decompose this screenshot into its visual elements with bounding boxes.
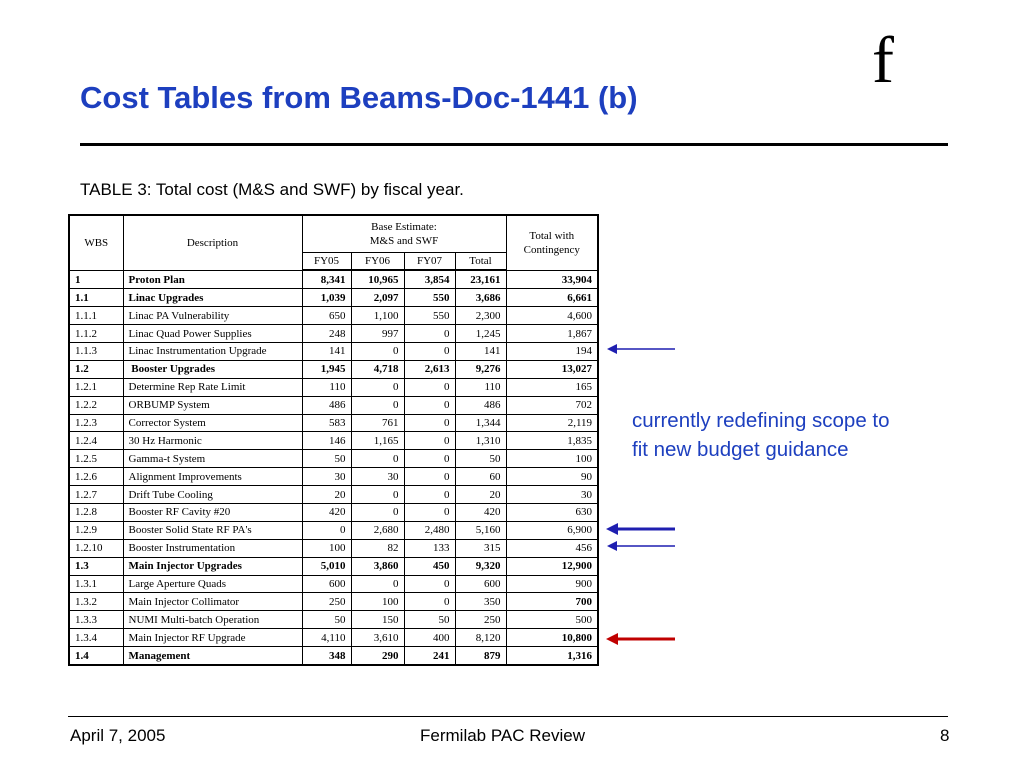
- total-cell: 1,310: [455, 432, 506, 450]
- fy06-cell: 0: [351, 342, 404, 360]
- table-row: [69, 521, 598, 539]
- fy05-cell: 50: [302, 450, 351, 468]
- fy05-cell: 141: [302, 342, 351, 360]
- fy06-cell: 150: [351, 611, 404, 629]
- contingency-cell: 700: [506, 593, 598, 611]
- fy07-cell: 2,613: [404, 360, 455, 378]
- fy07-cell: 550: [404, 307, 455, 325]
- contingency-cell: 500: [506, 611, 598, 629]
- fy06-cell: 2,097: [351, 289, 404, 307]
- description-cell: Booster Instrumentation: [123, 539, 302, 557]
- wbs-cell: 1.2.8: [69, 503, 123, 521]
- fy05-cell: 650: [302, 307, 351, 325]
- contingency-cell: 12,900: [506, 557, 598, 575]
- header-base-estimate: [302, 215, 506, 252]
- wbs-cell: 1.1.1: [69, 307, 123, 325]
- description-cell: Drift Tube Cooling: [123, 486, 302, 504]
- description-cell: NUMI Multi-batch Operation: [123, 611, 302, 629]
- cost-table: [68, 214, 599, 666]
- footer-date: April 7, 2005: [70, 726, 166, 745]
- total-cell: 879: [455, 647, 506, 665]
- description-cell: Linac Upgrades: [123, 289, 302, 307]
- total-cell: 3,686: [455, 289, 506, 307]
- contingency-cell: 6,900: [506, 521, 598, 539]
- table-row: [69, 325, 598, 343]
- total-cell: 5,160: [455, 521, 506, 539]
- table-row: [69, 611, 598, 629]
- contingency-cell: 165: [506, 378, 598, 396]
- fy06-cell: 0: [351, 503, 404, 521]
- header-fy07: FY07: [404, 252, 455, 270]
- fy05-cell: 248: [302, 325, 351, 343]
- wbs-cell: 1.3: [69, 557, 123, 575]
- header-description: Description: [123, 215, 302, 270]
- scope-note-line2: fit new budget guidance: [632, 438, 849, 461]
- table-row: [69, 647, 598, 665]
- total-cell: 486: [455, 396, 506, 414]
- contingency-cell: 194: [506, 342, 598, 360]
- page-number: 8: [940, 726, 950, 745]
- table-row: [69, 307, 598, 325]
- wbs-cell: 1.1: [69, 289, 123, 307]
- wbs-cell: 1: [69, 270, 123, 288]
- fy06-cell: 290: [351, 647, 404, 665]
- total-cell: 8,120: [455, 629, 506, 647]
- fy07-cell: 241: [404, 647, 455, 665]
- wbs-cell: 1.2: [69, 360, 123, 378]
- fy07-cell: 400: [404, 629, 455, 647]
- fy07-cell: 0: [404, 593, 455, 611]
- description-cell: Booster Upgrades: [123, 360, 302, 378]
- fy06-cell: 3,860: [351, 557, 404, 575]
- fy07-cell: 2,480: [404, 521, 455, 539]
- fy07-cell: 0: [404, 575, 455, 593]
- arrow-left-icon: [605, 537, 677, 555]
- header-fy06: FY06: [351, 252, 404, 270]
- wbs-cell: 1.3.4: [69, 629, 123, 647]
- header-total: Total: [455, 252, 506, 270]
- description-cell: ORBUMP System: [123, 396, 302, 414]
- description-cell: Large Aperture Quads: [123, 575, 302, 593]
- description-cell: Main Injector Collimator: [123, 593, 302, 611]
- wbs-cell: 1.2.5: [69, 450, 123, 468]
- wbs-cell: 1.2.9: [69, 521, 123, 539]
- total-cell: 315: [455, 539, 506, 557]
- fy06-cell: 0: [351, 486, 404, 504]
- fy06-cell: 4,718: [351, 360, 404, 378]
- wbs-cell: 1.2.6: [69, 468, 123, 486]
- contingency-cell: 630: [506, 503, 598, 521]
- fy07-cell: 3,854: [404, 270, 455, 288]
- fy05-cell: 1,039: [302, 289, 351, 307]
- fy06-cell: 0: [351, 396, 404, 414]
- fy06-cell: 761: [351, 414, 404, 432]
- fy05-cell: 20: [302, 486, 351, 504]
- fy06-cell: 1,165: [351, 432, 404, 450]
- fy05-cell: 583: [302, 414, 351, 432]
- total-cell: 1,344: [455, 414, 506, 432]
- contingency-cell: 900: [506, 575, 598, 593]
- fy05-cell: 100: [302, 539, 351, 557]
- arrow-left-icon: [605, 630, 677, 648]
- header-base-line1: Base Estimate:: [371, 220, 437, 233]
- fy07-cell: 133: [404, 539, 455, 557]
- wbs-cell: 1.4: [69, 647, 123, 665]
- contingency-cell: 13,027: [506, 360, 598, 378]
- contingency-cell: 1,867: [506, 325, 598, 343]
- title-divider: [80, 143, 948, 146]
- total-cell: 1,245: [455, 325, 506, 343]
- header-wbs: WBS: [69, 215, 123, 270]
- fy05-cell: 486: [302, 396, 351, 414]
- total-cell: 9,320: [455, 557, 506, 575]
- wbs-cell: 1.2.7: [69, 486, 123, 504]
- total-cell: 350: [455, 593, 506, 611]
- arrow-left-icon: [605, 340, 677, 358]
- wbs-cell: 1.2.4: [69, 432, 123, 450]
- fy06-cell: 10,965: [351, 270, 404, 288]
- total-cell: 20: [455, 486, 506, 504]
- fy06-cell: 0: [351, 575, 404, 593]
- contingency-cell: 10,800: [506, 629, 598, 647]
- arrow-left-icon: [605, 520, 677, 538]
- fy07-cell: 0: [404, 325, 455, 343]
- table-row: [69, 486, 598, 504]
- fy05-cell: 5,010: [302, 557, 351, 575]
- fy05-cell: 50: [302, 611, 351, 629]
- fy06-cell: 2,680: [351, 521, 404, 539]
- table-row: [69, 503, 598, 521]
- fy05-cell: 420: [302, 503, 351, 521]
- fy06-cell: 30: [351, 468, 404, 486]
- contingency-cell: 1,835: [506, 432, 598, 450]
- wbs-cell: 1.2.3: [69, 414, 123, 432]
- table-row: [69, 270, 598, 288]
- description-cell: Alignment Improvements: [123, 468, 302, 486]
- wbs-cell: 1.1.3: [69, 342, 123, 360]
- table-row: [69, 414, 598, 432]
- fy05-cell: 4,110: [302, 629, 351, 647]
- header-total-contingency: [506, 215, 598, 270]
- total-cell: 50: [455, 450, 506, 468]
- slide-title: Cost Tables from Beams-Doc-1441 (b): [80, 80, 638, 115]
- fy07-cell: 0: [404, 414, 455, 432]
- description-cell: Linac Quad Power Supplies: [123, 325, 302, 343]
- header-fy05: FY05: [302, 252, 351, 270]
- fy07-cell: 0: [404, 378, 455, 396]
- fy06-cell: 82: [351, 539, 404, 557]
- fy07-cell: 0: [404, 503, 455, 521]
- contingency-cell: 6,661: [506, 289, 598, 307]
- footer-divider: [68, 716, 948, 717]
- fy05-cell: 0: [302, 521, 351, 539]
- fy06-cell: 0: [351, 450, 404, 468]
- contingency-cell: 2,119: [506, 414, 598, 432]
- description-cell: Corrector System: [123, 414, 302, 432]
- contingency-cell: 456: [506, 539, 598, 557]
- description-cell: 30 Hz Harmonic: [123, 432, 302, 450]
- table-row: [69, 360, 598, 378]
- footer-title: Fermilab PAC Review: [420, 726, 586, 745]
- fy07-cell: 0: [404, 342, 455, 360]
- wbs-cell: 1.1.2: [69, 325, 123, 343]
- fy07-cell: 550: [404, 289, 455, 307]
- fermilab-logo: f: [872, 24, 894, 97]
- table-row: [69, 450, 598, 468]
- fy07-cell: 0: [404, 486, 455, 504]
- total-cell: 141: [455, 342, 506, 360]
- fy05-cell: 348: [302, 647, 351, 665]
- fy05-cell: 110: [302, 378, 351, 396]
- fy06-cell: 1,100: [351, 307, 404, 325]
- table-row: [69, 468, 598, 486]
- description-cell: Linac Instrumentation Upgrade: [123, 342, 302, 360]
- table-row: [69, 539, 598, 557]
- contingency-cell: 4,600: [506, 307, 598, 325]
- description-cell: Linac PA Vulnerability: [123, 307, 302, 325]
- header-contingency-line2: Contingency: [523, 243, 580, 256]
- total-cell: 600: [455, 575, 506, 593]
- fy07-cell: 450: [404, 557, 455, 575]
- fy05-cell: 250: [302, 593, 351, 611]
- description-cell: Management: [123, 647, 302, 665]
- wbs-cell: 1.2.2: [69, 396, 123, 414]
- total-cell: 110: [455, 378, 506, 396]
- fy05-cell: 30: [302, 468, 351, 486]
- fy07-cell: 0: [404, 432, 455, 450]
- fy05-cell: 1,945: [302, 360, 351, 378]
- description-cell: Main Injector Upgrades: [123, 557, 302, 575]
- description-cell: Determine Rep Rate Limit: [123, 378, 302, 396]
- header-contingency-line1: Total with: [529, 229, 575, 242]
- scope-note: [632, 406, 972, 464]
- fy05-cell: 600: [302, 575, 351, 593]
- fy07-cell: 50: [404, 611, 455, 629]
- total-cell: 23,161: [455, 270, 506, 288]
- description-cell: Gamma-t System: [123, 450, 302, 468]
- contingency-cell: 702: [506, 396, 598, 414]
- table-row: [69, 378, 598, 396]
- total-cell: 9,276: [455, 360, 506, 378]
- contingency-cell: 100: [506, 450, 598, 468]
- description-cell: Proton Plan: [123, 270, 302, 288]
- fy06-cell: 997: [351, 325, 404, 343]
- scope-note-line1: currently redefining scope to: [632, 409, 890, 432]
- fy06-cell: 0: [351, 378, 404, 396]
- wbs-cell: 1.3.1: [69, 575, 123, 593]
- fy06-cell: 3,610: [351, 629, 404, 647]
- table-row: [69, 289, 598, 307]
- fy05-cell: 8,341: [302, 270, 351, 288]
- contingency-cell: 30: [506, 486, 598, 504]
- header-base-line2: M&S and SWF: [369, 234, 439, 247]
- cost-table-body: [69, 270, 598, 665]
- description-cell: Main Injector RF Upgrade: [123, 629, 302, 647]
- table-caption: TABLE 3: Total cost (M&S and SWF) by fiscal year.: [80, 180, 464, 199]
- fy07-cell: 0: [404, 468, 455, 486]
- fy06-cell: 100: [351, 593, 404, 611]
- table-row: [69, 557, 598, 575]
- fy05-cell: 146: [302, 432, 351, 450]
- total-cell: 250: [455, 611, 506, 629]
- table-row: [69, 593, 598, 611]
- contingency-cell: 33,904: [506, 270, 598, 288]
- table-row: [69, 396, 598, 414]
- table-row: [69, 575, 598, 593]
- fy07-cell: 0: [404, 396, 455, 414]
- description-cell: Booster RF Cavity #20: [123, 503, 302, 521]
- table-row: [69, 432, 598, 450]
- wbs-cell: 1.2.1: [69, 378, 123, 396]
- wbs-cell: 1.3.3: [69, 611, 123, 629]
- total-cell: 420: [455, 503, 506, 521]
- contingency-cell: 1,316: [506, 647, 598, 665]
- contingency-cell: 90: [506, 468, 598, 486]
- table-row: [69, 629, 598, 647]
- total-cell: 60: [455, 468, 506, 486]
- description-cell: Booster Solid State RF PA's: [123, 521, 302, 539]
- fy07-cell: 0: [404, 450, 455, 468]
- table-row: [69, 342, 598, 360]
- wbs-cell: 1.3.2: [69, 593, 123, 611]
- total-cell: 2,300: [455, 307, 506, 325]
- wbs-cell: 1.2.10: [69, 539, 123, 557]
